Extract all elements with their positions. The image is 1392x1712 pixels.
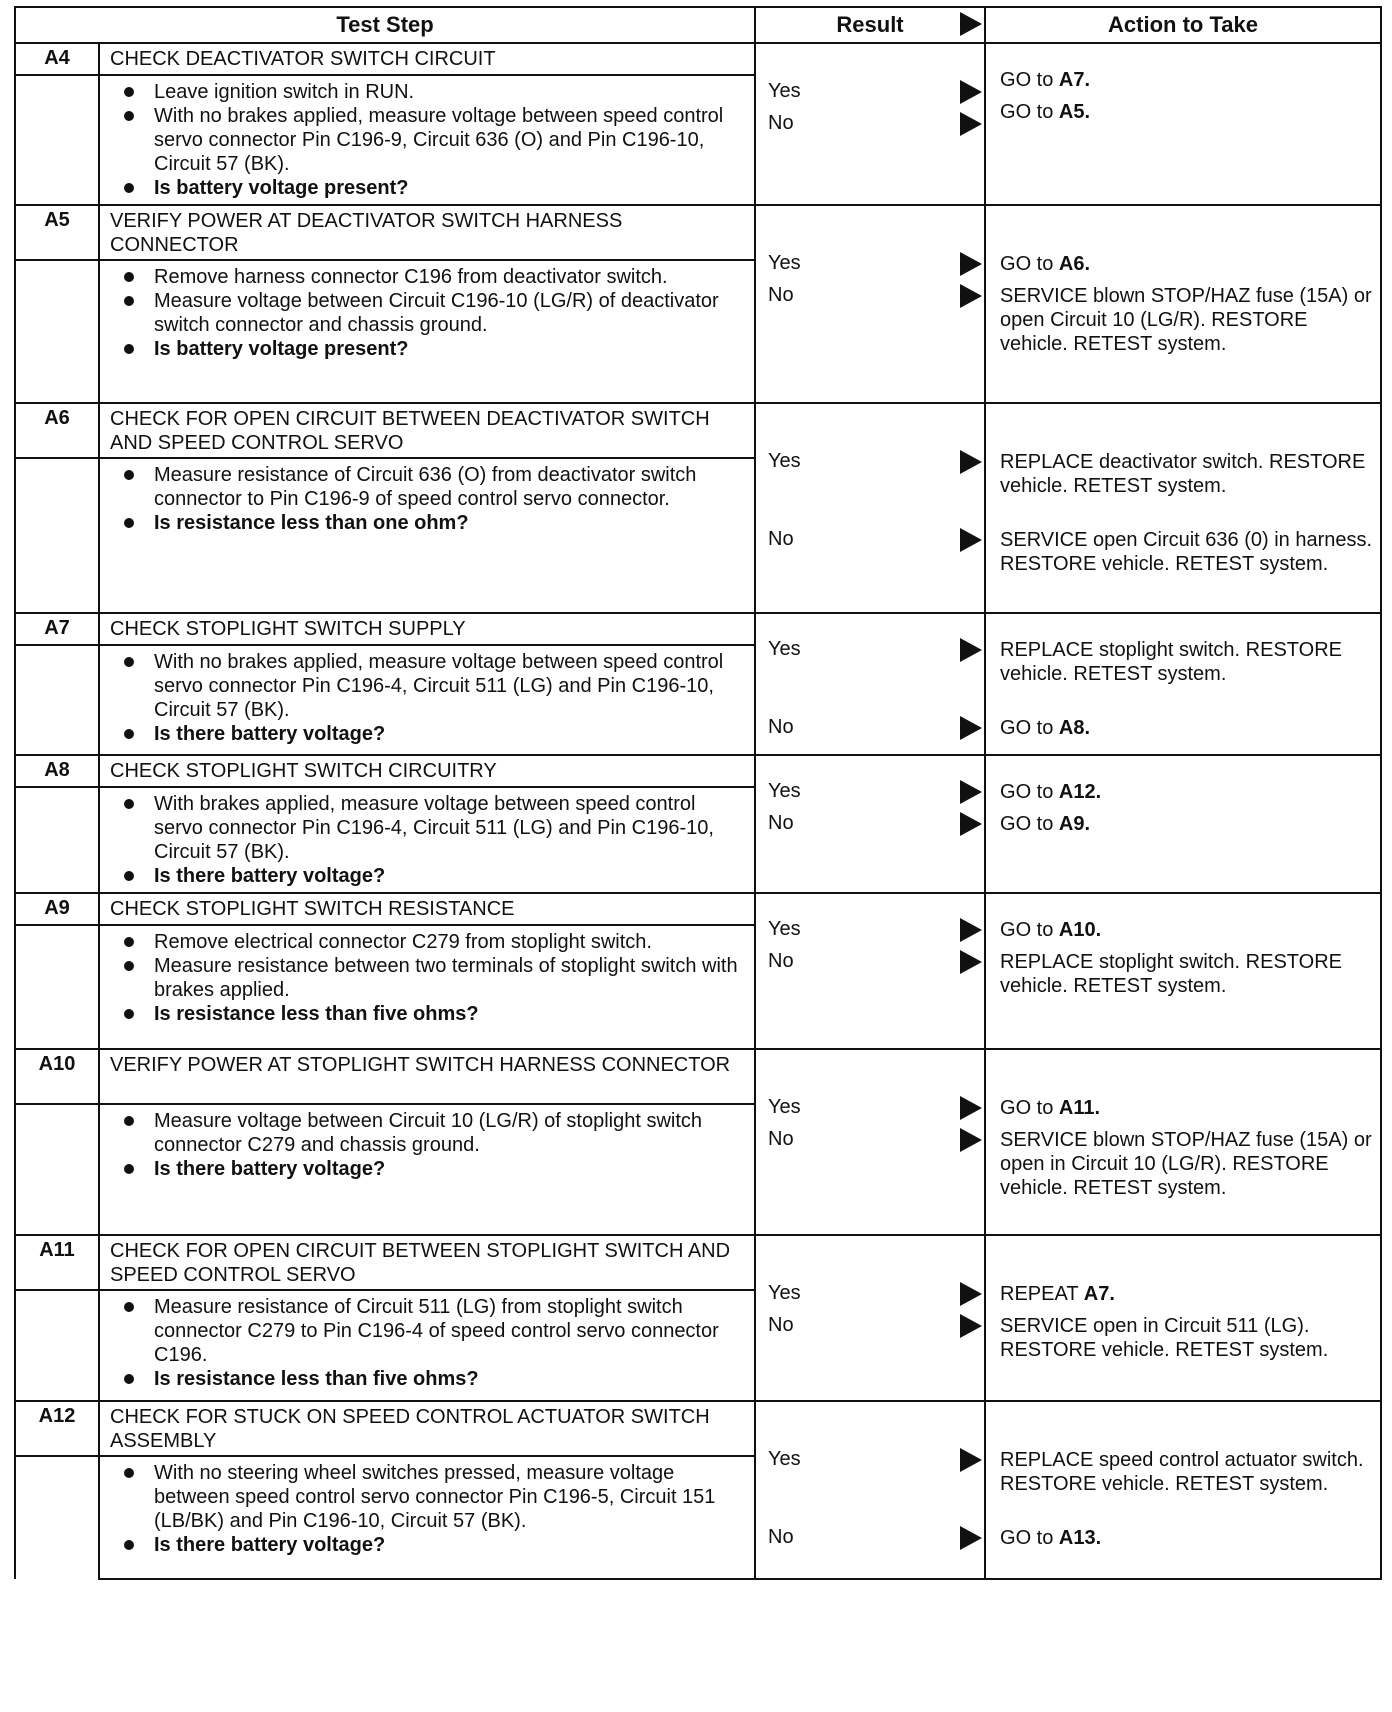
step-id-spacer — [15, 1456, 99, 1579]
action-yes — [1000, 918, 1374, 942]
arrow-right-icon — [960, 12, 982, 36]
action-yes-target: A7. — [1083, 1283, 1115, 1305]
step-title: VERIFY POWER AT STOPLIGHT SWITCH HARNESS CONNECTOR — [99, 1049, 755, 1104]
bullet-icon — [124, 871, 134, 881]
action-no-target: A5. — [1058, 101, 1091, 123]
result-cell — [755, 1235, 985, 1401]
arrow-right-icon — [960, 1526, 982, 1550]
step-header-row — [15, 43, 1381, 75]
arrow-right-icon — [960, 112, 982, 136]
bullet-icon — [124, 657, 134, 667]
bullet-text: With brakes applied, measure voltage between speed control servo connector Pin C196-4, Circuit 511 (LG) and Pin C196-10, Circuit 57 (BK). — [154, 793, 714, 863]
step-id-spacer — [15, 75, 99, 205]
arrow-right-icon — [960, 780, 982, 804]
table-header-row — [15, 7, 1381, 43]
step-procedure — [99, 458, 755, 613]
bullet-text: Leave ignition switch in RUN. — [154, 81, 415, 103]
procedure-bullet — [116, 954, 746, 1002]
procedure-question — [116, 511, 746, 535]
arrow-right-icon — [960, 1314, 982, 1338]
diagnostic-table — [14, 6, 1382, 1580]
bullet-icon — [124, 518, 134, 528]
bullet-icon — [124, 87, 134, 97]
header-result-label: Result — [836, 12, 904, 37]
step-title: CHECK STOPLIGHT SWITCH CIRCUITRY — [99, 755, 755, 787]
bullet-text: With no steering wheel switches pressed, measure voltage between speed control servo connector Pin C196-5, Circuit 151 (LB/BK) and Pin C196-10, Circuit 57 (BK). — [154, 1462, 716, 1533]
step-title: CHECK FOR OPEN CIRCUIT BETWEEN STOPLIGHT SWITCH AND SPEED CONTROL SERVO — [99, 1235, 755, 1290]
bullet-text: Measure voltage between Circuit 10 (LG/R) of stoplight switch connector C279 and chassis ground. — [154, 1109, 703, 1156]
header-result — [755, 7, 985, 43]
step-title: CHECK FOR OPEN CIRCUIT BETWEEN DEACTIVATOR SWITCH AND SPEED CONTROL SERVO — [99, 403, 755, 458]
action-no-text: GO to — [1000, 1527, 1059, 1549]
result-no-label: No — [768, 528, 794, 550]
result-no-label: No — [768, 1526, 794, 1548]
procedure-list — [116, 1295, 746, 1391]
action-no — [1000, 1526, 1374, 1550]
step-header-row — [15, 205, 1381, 260]
result-cell — [755, 403, 985, 613]
action-yes-text: GO to — [1000, 919, 1059, 941]
step-procedure — [99, 1290, 755, 1401]
action-yes — [1000, 450, 1374, 498]
header-action: Action to Take — [985, 7, 1381, 43]
bullet-text: Measure resistance of Circuit 511 (LG) from stoplight switch connector C279 to Pin C196-4 of speed control servo connector C196. — [154, 1296, 719, 1367]
question-text: Is battery voltage present? — [154, 177, 409, 199]
procedure-question — [116, 1367, 746, 1391]
step-id-spacer — [15, 925, 99, 1049]
procedure-question — [116, 1002, 746, 1026]
action-yes-target: A6. — [1058, 253, 1091, 275]
step-id: A5 — [15, 205, 99, 260]
procedure-list — [116, 265, 746, 361]
arrow-right-icon — [960, 812, 982, 836]
step-id: A8 — [15, 755, 99, 787]
step-title: CHECK STOPLIGHT SWITCH SUPPLY — [99, 613, 755, 645]
action-yes — [1000, 68, 1374, 92]
step-title: VERIFY POWER AT DEACTIVATOR SWITCH HARNESS CONNECTOR — [99, 205, 755, 260]
action-yes-target: A10. — [1058, 919, 1102, 941]
step-id-spacer — [15, 645, 99, 755]
step-id-spacer — [15, 260, 99, 403]
step-header-row — [15, 613, 1381, 645]
action-no — [1000, 100, 1374, 124]
action-yes — [1000, 252, 1374, 276]
procedure-bullet — [116, 1295, 746, 1367]
action-cell — [985, 43, 1381, 205]
question-text: Is resistance less than five ohms? — [154, 1368, 479, 1391]
action-yes — [1000, 1282, 1374, 1306]
result-cell — [755, 1401, 985, 1579]
bullet-icon — [124, 799, 134, 809]
header-test-step: Test Step — [15, 7, 755, 43]
action-no-text: GO to — [1000, 717, 1059, 739]
action-no-target: A9. — [1058, 813, 1091, 835]
action-no-text: SERVICE open Circuit 636 (0) in harness. RESTORE vehicle. RETEST system. — [1000, 529, 1373, 575]
arrow-right-icon — [960, 918, 982, 942]
step-procedure — [99, 1104, 755, 1235]
action-no-text: REPLACE stoplight switch. RESTORE vehicle. RETEST system. — [1000, 951, 1342, 997]
action-no-target: A13. — [1058, 1527, 1102, 1549]
result-cell — [755, 43, 985, 205]
step-header-row — [15, 893, 1381, 925]
procedure-bullet — [116, 1461, 746, 1533]
procedure-bullet — [116, 265, 746, 289]
bullet-icon — [124, 111, 134, 121]
step-header-row — [15, 1049, 1381, 1104]
question-text: Is resistance less than one ohm? — [154, 512, 469, 535]
step-procedure — [99, 645, 755, 755]
arrow-right-icon — [960, 1128, 982, 1152]
bullet-icon — [124, 1468, 134, 1478]
result-yes-label: Yes — [768, 918, 801, 940]
procedure-question — [116, 337, 746, 361]
step-id-spacer — [15, 1104, 99, 1235]
bullet-icon — [124, 961, 134, 971]
action-no-text: SERVICE open in Circuit 511 (LG). RESTORE vehicle. RETEST system. — [1000, 1315, 1329, 1361]
action-cell — [985, 893, 1381, 1049]
action-no-text: GO to — [1000, 101, 1059, 123]
arrow-right-icon — [960, 950, 982, 974]
arrow-right-icon — [960, 716, 982, 740]
arrow-right-icon — [960, 528, 982, 552]
bullet-icon — [124, 1374, 134, 1384]
step-procedure — [99, 925, 755, 1049]
procedure-question — [116, 722, 746, 746]
procedure-question — [116, 1533, 746, 1557]
bullet-icon — [124, 1302, 134, 1312]
procedure-question — [116, 1157, 746, 1181]
bullet-icon — [124, 296, 134, 306]
arrow-right-icon — [960, 1096, 982, 1120]
action-no-target: A8. — [1058, 717, 1091, 739]
action-yes-target: A12. — [1058, 781, 1102, 803]
action-no — [1000, 1128, 1374, 1200]
result-no-label: No — [768, 1128, 794, 1150]
action-no — [1000, 284, 1374, 356]
step-id: A11 — [15, 1235, 99, 1290]
action-yes-target: A7. — [1058, 69, 1091, 91]
action-yes-text: REPLACE speed control actuator switch. RESTORE vehicle. RETEST system. — [1000, 1449, 1364, 1495]
procedure-bullet — [116, 80, 746, 104]
result-yes-label: Yes — [768, 450, 801, 472]
result-no-label: No — [768, 284, 794, 306]
result-yes-label: Yes — [768, 638, 801, 660]
step-procedure — [99, 1456, 755, 1579]
step-header-row — [15, 1235, 1381, 1290]
action-cell — [985, 755, 1381, 893]
action-yes — [1000, 1448, 1374, 1496]
action-yes-text: GO to — [1000, 253, 1059, 275]
result-no-label: No — [768, 112, 794, 134]
bullet-text: With no brakes applied, measure voltage between speed control servo connector Pin C196-4, Circuit 511 (LG) and Pin C196-10, Circuit 57 (BK). — [154, 651, 724, 722]
bullet-text: Measure resistance of Circuit 636 (O) from deactivator switch connector to Pin C196-9 of speed control servo connector. — [154, 464, 697, 511]
step-id: A6 — [15, 403, 99, 458]
step-id: A7 — [15, 613, 99, 645]
bullet-text: Measure voltage between Circuit C196-10 (LG/R) of deactivator switch connector and chassis ground. — [154, 290, 719, 337]
question-text: Is there battery voltage? — [154, 1157, 386, 1180]
procedure-question — [116, 176, 746, 200]
action-no — [1000, 812, 1374, 836]
result-cell — [755, 893, 985, 1049]
step-title: CHECK STOPLIGHT SWITCH RESISTANCE — [99, 893, 755, 925]
arrow-right-icon — [960, 1448, 982, 1472]
procedure-list — [116, 1461, 746, 1557]
action-no — [1000, 950, 1374, 998]
step-id-spacer — [15, 787, 99, 893]
arrow-right-icon — [960, 80, 982, 104]
action-cell — [985, 1401, 1381, 1579]
procedure-bullet — [116, 930, 746, 954]
bullet-text: Remove harness connector C196 from deactivator switch. — [154, 266, 668, 289]
question-text: Is there battery voltage? — [154, 865, 386, 887]
procedure-bullet — [116, 104, 746, 176]
result-yes-label: Yes — [768, 252, 801, 274]
result-no-label: No — [768, 812, 794, 834]
action-yes-text: GO to — [1000, 781, 1059, 803]
procedure-bullet — [116, 1109, 746, 1157]
question-text: Is there battery voltage? — [154, 1534, 386, 1557]
bullet-icon — [124, 344, 134, 354]
procedure-list — [116, 463, 746, 535]
arrow-right-icon — [960, 252, 982, 276]
step-procedure — [99, 75, 755, 205]
step-id-spacer — [15, 1290, 99, 1401]
result-cell — [755, 205, 985, 403]
step-procedure — [99, 787, 755, 893]
bullet-icon — [124, 1164, 134, 1174]
action-cell — [985, 205, 1381, 403]
bullet-icon — [124, 1009, 134, 1019]
diagnostic-table-page — [14, 6, 1380, 1580]
procedure-bullet — [116, 289, 746, 337]
result-yes-label: Yes — [768, 1448, 801, 1470]
action-no-text: GO to — [1000, 813, 1059, 835]
procedure-bullet — [116, 463, 746, 511]
action-yes — [1000, 638, 1374, 686]
action-yes-text: GO to — [1000, 69, 1059, 91]
table-body — [15, 43, 1381, 1579]
action-no-text: SERVICE blown STOP/HAZ fuse (15A) or open in Circuit 10 (LG/R). RESTORE vehicle. RETEST system. — [1000, 1129, 1372, 1199]
result-no-label: No — [768, 950, 794, 972]
action-yes-text: REPEAT — [1000, 1283, 1084, 1305]
action-yes-text: REPLACE deactivator switch. RESTORE vehicle. RETEST system. — [1000, 451, 1366, 497]
step-title: CHECK FOR STUCK ON SPEED CONTROL ACTUATOR SWITCH ASSEMBLY — [99, 1401, 755, 1456]
action-yes-text: GO to — [1000, 1097, 1059, 1119]
arrow-right-icon — [960, 450, 982, 474]
step-id-spacer — [15, 458, 99, 613]
result-cell — [755, 755, 985, 893]
action-yes-target: A11. — [1058, 1097, 1101, 1119]
step-header-row — [15, 755, 1381, 787]
bullet-text: Remove electrical connector C279 from stoplight switch. — [154, 931, 652, 954]
result-yes-label: Yes — [768, 1282, 801, 1304]
bullet-icon — [124, 470, 134, 480]
step-id: A9 — [15, 893, 99, 925]
step-id: A4 — [15, 43, 99, 75]
action-yes — [1000, 780, 1374, 804]
bullet-icon — [124, 729, 134, 739]
action-cell — [985, 1049, 1381, 1235]
step-header-row — [15, 403, 1381, 458]
step-header-row — [15, 1401, 1381, 1456]
procedure-bullet — [116, 792, 746, 864]
bullet-icon — [124, 1540, 134, 1550]
result-cell — [755, 1049, 985, 1235]
procedure-question — [116, 864, 746, 888]
step-id: A12 — [15, 1401, 99, 1456]
result-cell — [755, 613, 985, 755]
arrow-right-icon — [960, 284, 982, 308]
action-cell — [985, 613, 1381, 755]
procedure-list — [116, 930, 746, 1026]
arrow-right-icon — [960, 1282, 982, 1306]
result-yes-label: Yes — [768, 80, 801, 102]
step-id: A10 — [15, 1049, 99, 1104]
action-no — [1000, 1314, 1374, 1362]
question-text: Is battery voltage present? — [154, 338, 409, 361]
result-no-label: No — [768, 716, 794, 738]
question-text: Is there battery voltage? — [154, 723, 386, 746]
action-no — [1000, 716, 1374, 740]
action-no — [1000, 528, 1374, 576]
bullet-icon — [124, 1116, 134, 1126]
result-no-label: No — [768, 1314, 794, 1336]
procedure-bullet — [116, 650, 746, 722]
action-yes — [1000, 1096, 1374, 1120]
arrow-right-icon — [960, 638, 982, 662]
question-text: Is resistance less than five ohms? — [154, 1003, 479, 1026]
procedure-list — [116, 650, 746, 746]
result-yes-label: Yes — [768, 1096, 801, 1118]
action-cell — [985, 403, 1381, 613]
bullet-icon — [124, 272, 134, 282]
bullet-icon — [124, 183, 134, 193]
result-yes-label: Yes — [768, 780, 801, 802]
procedure-list — [116, 792, 746, 888]
bullet-icon — [124, 937, 134, 947]
action-yes-text: REPLACE stoplight switch. RESTORE vehicle. RETEST system. — [1000, 639, 1342, 685]
step-procedure — [99, 260, 755, 403]
procedure-list — [116, 80, 746, 200]
procedure-list — [116, 1109, 746, 1181]
bullet-text: With no brakes applied, measure voltage between speed control servo connector Pin C196-9, Circuit 636 (O) and Pin C196-10, Circuit 57 (BK). — [154, 105, 724, 175]
action-no-text: SERVICE blown STOP/HAZ fuse (15A) or open Circuit 10 (LG/R). RESTORE vehicle. RETEST system. — [1000, 285, 1372, 355]
action-cell — [985, 1235, 1381, 1401]
step-title: CHECK DEACTIVATOR SWITCH CIRCUIT — [99, 43, 755, 75]
bullet-text: Measure resistance between two terminals of stoplight switch with brakes applied. — [154, 955, 738, 1002]
